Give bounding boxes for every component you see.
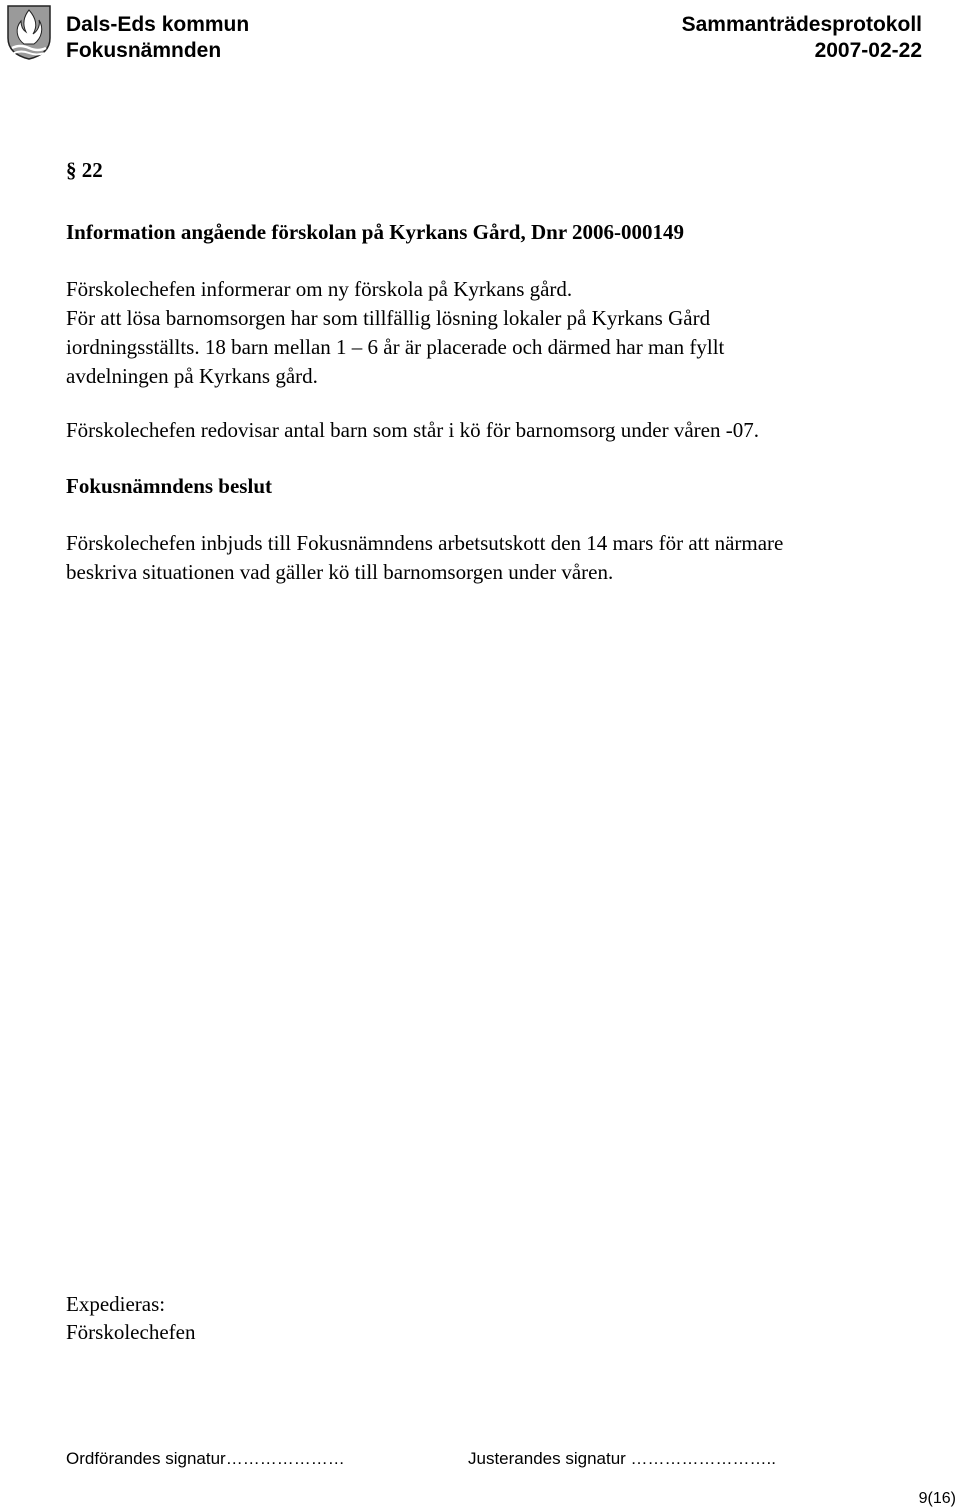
body-line: avdelningen på Kyrkans gård.	[66, 364, 318, 388]
section-title: Information angående förskolan på Kyrkans Gård, Dnr 2006-000149	[66, 220, 685, 244]
municipal-crest-icon	[6, 4, 52, 60]
body-line: För att lösa barnomsorgen har som tillfällig lösning lokaler på Kyrkans Gård	[66, 306, 711, 330]
board-name: Fokusnämnden	[66, 39, 222, 62]
chair-signature-line: Ordförandes signatur…………………	[66, 1449, 345, 1468]
body-paragraph	[66, 275, 926, 391]
page-number: 9(16)	[918, 1490, 956, 1507]
body-line: Förskolechefen informerar om ny förskola på Kyrkans gård.	[66, 277, 573, 301]
document-type: Sammanträdesprotokoll	[681, 13, 922, 36]
queue-report-text: Förskolechefen redovisar antal barn som står i kö för barnomsorg under våren -07.	[66, 418, 759, 442]
org-name: Dals-Eds kommun	[66, 13, 250, 36]
section-number	[66, 156, 103, 185]
expedition-label: Expedieras:	[66, 1292, 166, 1316]
decision-paragraph	[66, 529, 926, 587]
body-line: iordningsställts. 18 barn mellan 1 – 6 år är placerade och därmed har man fyllt	[66, 335, 725, 359]
adjuster-signature-line: Justerandes signatur ……………………..	[468, 1449, 776, 1468]
meeting-date: 2007-02-22	[814, 39, 922, 62]
decision-line: beskriva situationen vad gäller kö till barnomsorgen under våren.	[66, 560, 614, 584]
decision-line: Förskolechefen inbjuds till Fokusnämndens arbetsutskott den 14 mars för att närmare	[66, 531, 784, 555]
section-number-value: 22	[81, 158, 103, 182]
expedition-recipient: Förskolechefen	[66, 1320, 196, 1344]
decision-heading: Fokusnämndens beslut	[66, 474, 272, 498]
paragraph-symbol: §	[66, 158, 77, 182]
